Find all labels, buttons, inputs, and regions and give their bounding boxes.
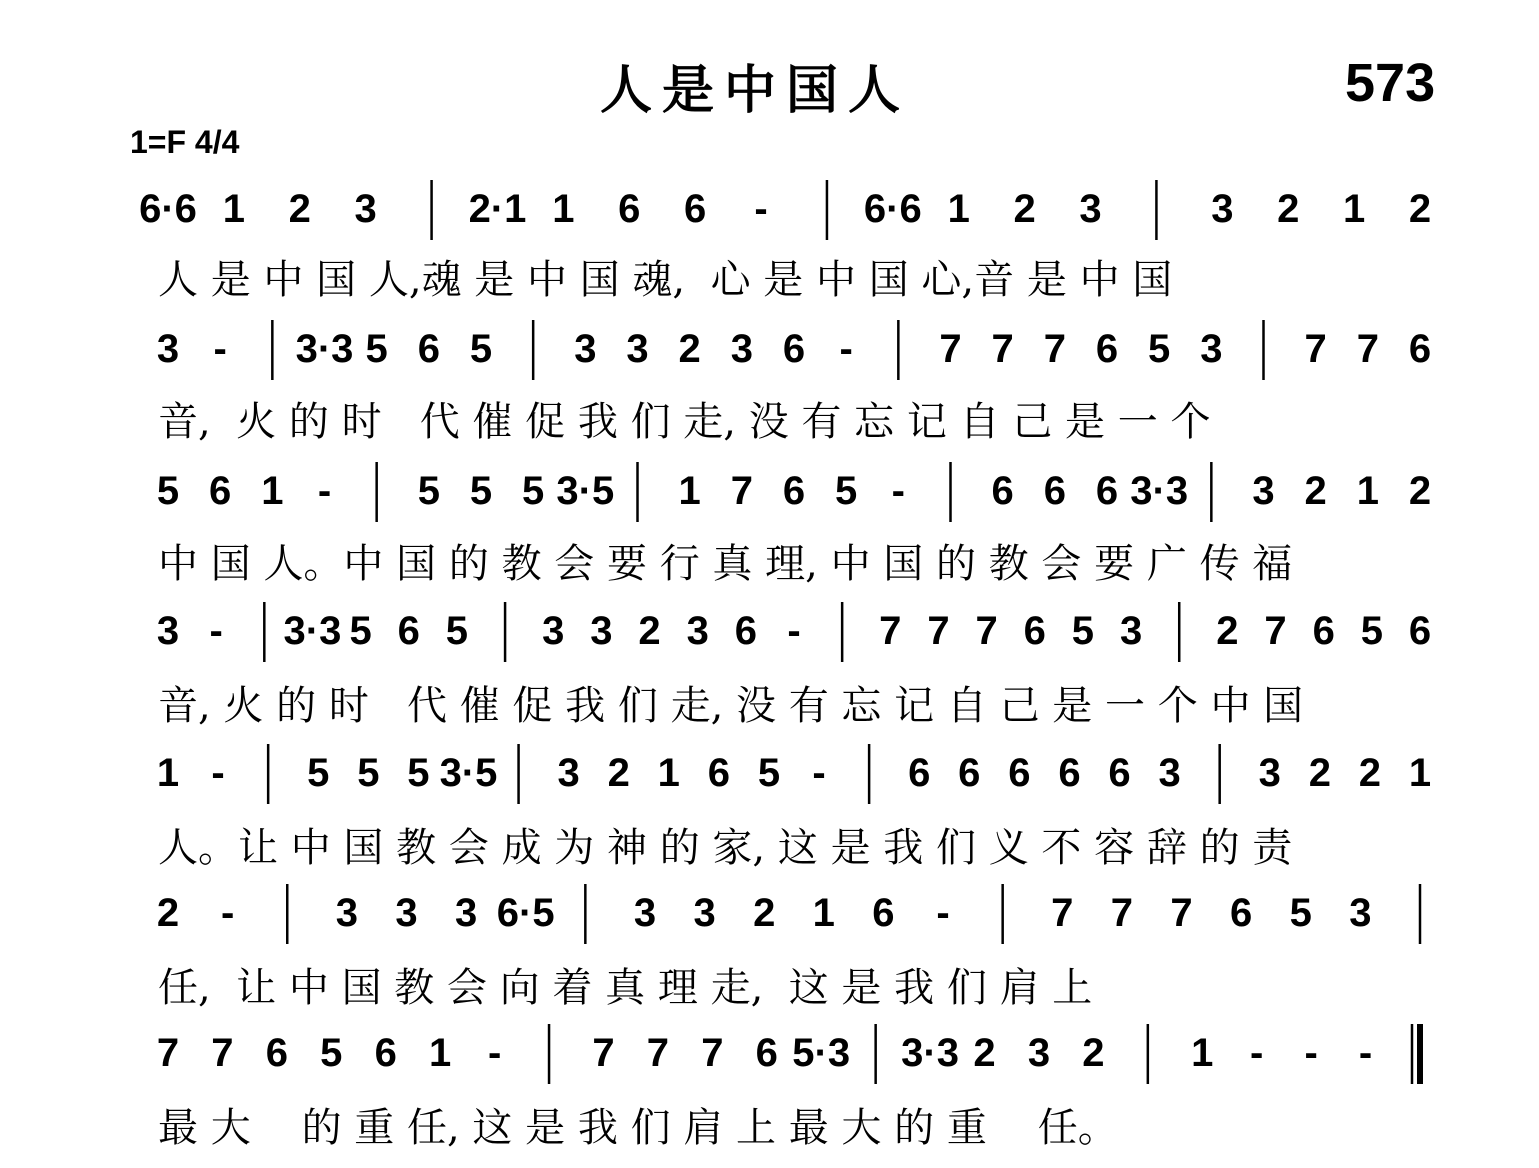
note: 5 xyxy=(1289,891,1312,935)
note: 6 xyxy=(397,609,420,653)
note: 5 xyxy=(1148,327,1171,371)
note: - xyxy=(213,327,227,371)
note: 2 xyxy=(1013,187,1036,231)
note: 2 xyxy=(1358,751,1382,795)
note: 3·3 xyxy=(295,327,354,371)
note: 7 xyxy=(646,1031,670,1075)
note: 6·6 xyxy=(863,187,922,231)
note: 3 xyxy=(1158,751,1181,795)
note: - xyxy=(812,751,826,795)
note: 5·3 xyxy=(792,1031,851,1075)
note: 1 xyxy=(429,1031,452,1075)
note: 3·3 xyxy=(901,1031,959,1075)
note: - xyxy=(1304,1031,1318,1075)
note: - xyxy=(1358,1031,1373,1075)
note: 2·1 xyxy=(468,187,527,231)
note: 6 xyxy=(707,751,731,795)
note: 3 xyxy=(1119,609,1143,653)
note: 3 xyxy=(1211,187,1234,231)
hymn-number: 573 xyxy=(1345,53,1436,113)
note: 2 xyxy=(1216,609,1239,653)
note: 3·3 xyxy=(283,609,342,653)
note: 3 xyxy=(574,327,597,371)
note: 5 xyxy=(757,751,781,795)
note: 6 xyxy=(755,1031,778,1075)
note: 6 xyxy=(872,891,895,935)
note: 2 xyxy=(1082,1031,1105,1075)
note: 5 xyxy=(835,469,858,513)
note: 6 xyxy=(618,187,641,231)
note: 5 xyxy=(320,1031,343,1075)
note: 5 xyxy=(445,609,469,653)
lyric-line-4: 音, 火 的 时 代 催 促 我 们 走, 没 有 忘 记 自 己 是 一 个 中 国 xyxy=(158,683,1304,729)
note: 6 xyxy=(417,327,440,371)
note: 3 xyxy=(626,327,649,371)
note: 3 xyxy=(335,891,358,935)
note: 7 xyxy=(156,1031,180,1075)
note: 6 xyxy=(1043,469,1066,513)
note: 5 xyxy=(469,469,493,513)
note: 1 xyxy=(552,187,575,231)
note: 7 xyxy=(879,609,902,653)
note: 6 xyxy=(1058,751,1081,795)
note: 6 xyxy=(958,751,981,795)
note: 7 xyxy=(1170,891,1193,935)
lyric-line-2: 音, 火 的 时 代 催 促 我 们 走, 没 有 忘 记 自 己 是 一 个 xyxy=(158,399,1211,445)
note: - xyxy=(754,187,768,231)
note: 6 xyxy=(991,469,1014,513)
note: 6 xyxy=(908,751,931,795)
note: 5 xyxy=(469,327,493,371)
note: 2 xyxy=(638,609,661,653)
note: 2 xyxy=(1308,751,1331,795)
note: 6 xyxy=(782,469,806,513)
lyric-line-5: 人。让 中 国 教 会 成 为 神 的 家, 这 是 我 们 义 不 容 辞 的 责 xyxy=(158,825,1293,871)
note: 6 xyxy=(782,327,806,371)
note: - xyxy=(211,751,225,795)
note: 1 xyxy=(261,469,284,513)
note: 6 xyxy=(684,187,707,231)
lyric-line-7: 最 大 的 重 任, 这 是 我 们 肩 上 最 大 的 重 任。 xyxy=(158,1105,1118,1151)
note: - xyxy=(317,469,332,513)
hymn-title: 人是中国人 xyxy=(600,61,911,121)
note: 6 xyxy=(1095,469,1119,513)
note: 6 xyxy=(209,469,232,513)
note: 5 xyxy=(357,751,380,795)
note: 1 xyxy=(156,751,180,795)
note: 1 xyxy=(678,469,701,513)
note: 6 xyxy=(1230,891,1253,935)
note: 2 xyxy=(1304,469,1327,513)
note: 6 xyxy=(265,1031,288,1075)
note: 2 xyxy=(1277,187,1300,231)
note: - xyxy=(839,327,853,371)
note: 6 xyxy=(1023,609,1046,653)
note: 1 xyxy=(812,891,835,935)
note: 3 xyxy=(1252,469,1275,513)
note: 2 xyxy=(607,751,630,795)
note: 5 xyxy=(1071,609,1095,653)
note: 3 xyxy=(1200,327,1223,371)
note: 1 xyxy=(1342,187,1366,231)
note: 7 xyxy=(730,469,753,513)
note: 6 xyxy=(374,1031,397,1075)
note: 6 xyxy=(1312,609,1335,653)
note: - xyxy=(787,609,801,653)
note: 2 xyxy=(1408,187,1432,231)
note: 1 xyxy=(1356,469,1379,513)
note: 7 xyxy=(1356,327,1379,371)
note: 7 xyxy=(1043,327,1066,371)
note: 3 xyxy=(1349,891,1372,935)
note: 3 xyxy=(693,891,716,935)
note: 6 xyxy=(1408,327,1432,371)
note: 7 xyxy=(211,1031,234,1075)
note: 6 xyxy=(734,609,757,653)
notation-layer xyxy=(139,180,1431,1084)
note: 5 xyxy=(365,327,388,371)
note: - xyxy=(220,891,235,935)
note: 7 xyxy=(1304,327,1327,371)
note: 5 xyxy=(522,469,545,513)
note: 7 xyxy=(1110,891,1134,935)
note: 3 xyxy=(395,891,418,935)
note: 5 xyxy=(407,751,430,795)
note: 5 xyxy=(417,469,440,513)
note: 6 xyxy=(1008,751,1031,795)
note: 7 xyxy=(701,1031,724,1075)
note: 2 xyxy=(973,1031,996,1075)
note: 3 xyxy=(686,609,709,653)
note: 7 xyxy=(1051,891,1074,935)
note: 3 xyxy=(590,609,613,653)
key-signature: 1=F 4/4 xyxy=(130,124,240,160)
note: 3 xyxy=(156,609,180,653)
note: 3·3 xyxy=(1130,469,1189,513)
note: 7 xyxy=(592,1031,615,1075)
note: 3 xyxy=(730,327,753,371)
note: - xyxy=(209,609,223,653)
lyric-line-1: 人 是 中 国 人,魂 是 中 国 魂, 心 是 中 国 心,音 是 中 国 xyxy=(158,257,1173,303)
note: 5 xyxy=(307,751,330,795)
note: 3 xyxy=(354,187,377,231)
note: 6·5 xyxy=(496,891,555,935)
note: 5 xyxy=(156,469,180,513)
note: - xyxy=(487,1031,502,1075)
note: 3 xyxy=(542,609,565,653)
note: 3 xyxy=(557,751,580,795)
note: 1 xyxy=(657,751,680,795)
note: 1 xyxy=(1408,751,1432,795)
note: - xyxy=(936,891,950,935)
note: - xyxy=(891,469,905,513)
note: 1 xyxy=(947,187,970,231)
note: 3 xyxy=(1027,1031,1051,1075)
lyric-line-3: 中 国 人。中 国 的 教 会 要 行 真 理, 中 国 的 教 会 要 广 传 福 xyxy=(158,541,1293,587)
note: 2 xyxy=(288,187,311,231)
note: 5 xyxy=(349,609,372,653)
note: 3·5 xyxy=(556,469,615,513)
lyric-line-6: 任, 让 中 国 教 会 向 着 真 理 走, 这 是 我 们 肩 上 xyxy=(158,965,1093,1011)
note: 5 xyxy=(1360,609,1383,653)
note: 2 xyxy=(678,327,701,371)
note: 6 xyxy=(1095,327,1119,371)
note: 7 xyxy=(991,327,1014,371)
note: 6·6 xyxy=(139,187,197,231)
note: 2 xyxy=(753,891,776,935)
note: 6 xyxy=(1408,609,1432,653)
note: 3·5 xyxy=(439,751,498,795)
note: 7 xyxy=(927,609,950,653)
note: 7 xyxy=(939,327,962,371)
note: 3 xyxy=(1079,187,1102,231)
note: - xyxy=(1250,1031,1264,1075)
note: 7 xyxy=(975,609,998,653)
note: 2 xyxy=(1408,469,1432,513)
note: 3 xyxy=(454,891,478,935)
note: 2 xyxy=(156,891,180,935)
note: 7 xyxy=(1264,609,1287,653)
note: 1 xyxy=(222,187,246,231)
note: 3 xyxy=(156,327,180,371)
note: 6 xyxy=(1108,751,1131,795)
note: 1 xyxy=(1191,1031,1214,1075)
note: 3 xyxy=(633,891,657,935)
note: 3 xyxy=(1258,751,1281,795)
